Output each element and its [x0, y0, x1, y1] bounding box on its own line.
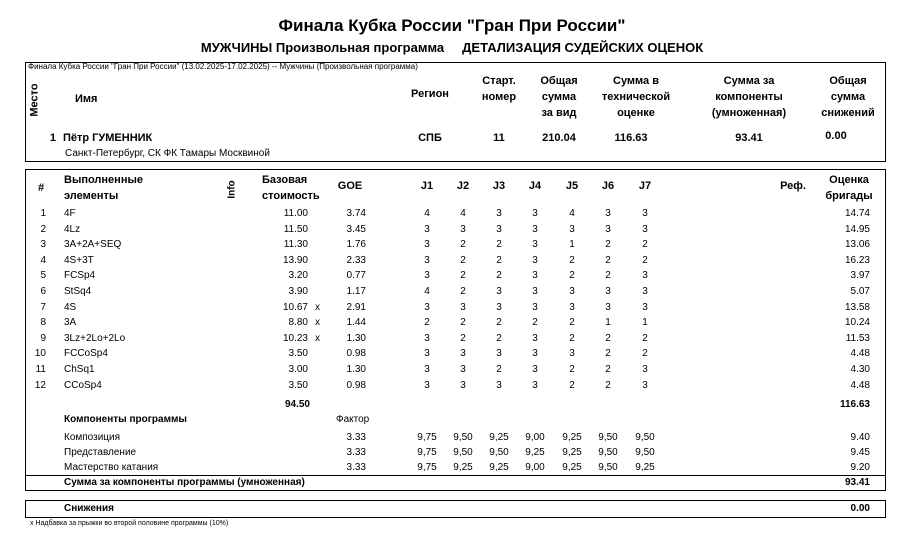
element-judge-score: 3 [569, 348, 575, 360]
pcs-divider [25, 475, 886, 476]
element-judge-score: 3 [605, 208, 611, 219]
element-judge-score: 3 [532, 254, 538, 266]
element-judge-score: 3 [642, 364, 648, 375]
deductions-box [25, 500, 886, 518]
component-judge-score: 9,75 [417, 462, 437, 473]
element-judge-score: 3 [605, 223, 611, 235]
skater-pcs: 93.41 [735, 132, 763, 144]
factor-header: Фактор [336, 414, 370, 425]
element-judge-score: 3 [569, 301, 575, 313]
element-judge-score: 3 [605, 286, 611, 297]
judge-header: J6 [601, 180, 615, 192]
judge-header: J7 [638, 180, 652, 192]
element-number: 12 [34, 379, 46, 391]
element-code: 3Lz+2Lo+2Lo [64, 332, 126, 344]
element-judge-score: 2 [605, 332, 611, 344]
element-goe: 1.76 [346, 239, 366, 251]
element-judge-score: 2 [605, 364, 611, 375]
element-judge-score: 2 [605, 379, 611, 391]
component-judge-score: 9,25 [525, 447, 545, 458]
element-code: FCSp4 [64, 270, 96, 282]
num-header: # [37, 182, 45, 194]
start-no-header: Старт. номер [481, 75, 517, 103]
element-panel-score: 11.53 [845, 332, 870, 344]
element-judge-score: 3 [460, 301, 466, 313]
skater-total: 210.04 [542, 132, 576, 144]
element-judge-score: 2 [496, 270, 502, 282]
element-judge-score: 3 [460, 379, 466, 391]
component-judge-score: 9,25 [635, 462, 655, 473]
element-judge-score: 3 [460, 364, 466, 375]
report-name: ДЕТАЛИЗАЦИЯ СУДЕЙСКИХ ОЦЕНОК [462, 40, 704, 55]
element-goe: 1.17 [346, 286, 366, 297]
component-judge-score: 9,75 [417, 432, 437, 443]
element-code: 3A+2A+SEQ [64, 239, 122, 251]
element-judge-score: 3 [496, 348, 502, 360]
element-judge-score: 3 [642, 270, 648, 282]
element-judge-score: 2 [496, 239, 502, 251]
page-title: Финала Кубка России "Гран При России" [278, 16, 626, 35]
element-judge-score: 2 [496, 364, 502, 375]
event-line: Финала Кубка России "Гран При России" (13.02.2025-17.02.2025) -- Мужчины (Произвольная программа) [28, 62, 418, 71]
element-number: 8 [40, 317, 46, 329]
element-judge-score: 2 [460, 254, 466, 266]
component-judge-score: 9,25 [562, 447, 582, 458]
component-score: 9.20 [850, 462, 870, 473]
component-name: Представление [64, 447, 137, 458]
element-base-value: 10.23 [282, 332, 308, 344]
element-judge-score: 1 [569, 239, 575, 251]
element-judge-score: 4 [424, 208, 430, 219]
page-subtitle [0, 40, 904, 55]
element-number: 6 [40, 286, 46, 297]
component-judge-score: 9,50 [598, 447, 618, 458]
element-goe: 3.74 [346, 208, 366, 219]
element-goe: 2.91 [346, 301, 366, 313]
element-base-value: 11.50 [283, 223, 308, 235]
judge-header: J2 [456, 180, 470, 192]
component-judge-score: 9,75 [417, 447, 437, 458]
component-judge-score: 9,25 [489, 462, 509, 473]
element-judge-score: 2 [460, 317, 466, 329]
component-judge-score: 9,25 [562, 432, 582, 443]
element-judge-score: 2 [424, 317, 430, 329]
element-judge-score: 3 [569, 223, 575, 235]
element-panel-score: 14.95 [844, 223, 870, 235]
element-judge-score: 3 [424, 254, 430, 266]
element-bonus-mark: x [315, 317, 320, 329]
element-code: StSq4 [64, 286, 92, 297]
element-judge-score: 3 [642, 208, 648, 219]
component-judge-score: 9,25 [453, 462, 473, 473]
element-judge-score: 2 [569, 379, 575, 391]
segment-name: МУЖЧИНЫ Произвольная программа [200, 40, 445, 55]
element-panel-score: 16.23 [844, 254, 870, 266]
component-factor: 3.33 [346, 462, 366, 473]
tes-total: 116.63 [839, 399, 870, 410]
element-judge-score: 3 [496, 379, 502, 391]
element-number: 1 [40, 208, 46, 219]
element-judge-score: 3 [532, 379, 538, 391]
component-factor: 3.33 [346, 432, 366, 443]
element-base-value: 3.50 [288, 379, 308, 391]
component-judge-score: 9,00 [525, 432, 545, 443]
component-score: 9.45 [850, 447, 870, 458]
element-base-value: 10.67 [282, 301, 308, 313]
component-judge-score: 9,50 [635, 432, 655, 443]
element-base-value: 11.00 [283, 208, 308, 219]
element-number: 3 [40, 239, 46, 251]
name-header: Имя [75, 93, 98, 105]
element-judge-score: 3 [496, 208, 502, 219]
element-judge-score: 2 [605, 239, 611, 251]
goe-header: GOE [337, 180, 363, 192]
element-base-value: 3.90 [288, 286, 308, 297]
pcs-total: 93.41 [844, 477, 870, 488]
element-goe: 1.30 [346, 364, 366, 375]
component-factor: 3.33 [346, 447, 366, 458]
element-judge-score: 2 [460, 332, 466, 344]
skater-club: Санкт-Петербург, СК ФК Тамары Москвиной [65, 148, 270, 159]
element-judge-score: 4 [569, 208, 575, 219]
element-judge-score: 3 [424, 364, 430, 375]
element-judge-score: 3 [532, 239, 538, 251]
element-panel-score: 14.74 [844, 208, 870, 219]
component-judge-score: 9,50 [635, 447, 655, 458]
element-code: 4F [64, 208, 76, 219]
element-code: FCCoSp4 [64, 348, 108, 360]
element-panel-score: 3.97 [850, 270, 870, 282]
element-judge-score: 3 [642, 301, 648, 313]
base-total: 94.50 [284, 399, 310, 410]
deductions-label: Снижения [64, 503, 114, 514]
element-judge-score: 4 [424, 286, 430, 297]
pcs-header: Сумма за компоненты (умноженная) [711, 75, 787, 119]
element-judge-score: 3 [532, 332, 538, 344]
element-judge-score: 2 [642, 348, 648, 360]
element-judge-score: 3 [569, 286, 575, 297]
element-judge-score: 4 [460, 208, 466, 219]
element-judge-score: 3 [532, 286, 538, 297]
judge-header: J5 [565, 180, 579, 192]
element-judge-score: 2 [532, 317, 538, 329]
element-judge-score: 2 [496, 317, 502, 329]
element-code: ChSq1 [64, 364, 95, 375]
element-base-value: 3.50 [288, 348, 308, 360]
component-judge-score: 9,25 [489, 432, 509, 443]
element-panel-score: 13.06 [844, 239, 870, 251]
element-judge-score: 3 [460, 223, 466, 235]
element-judge-score: 3 [532, 348, 538, 360]
element-judge-score: 3 [496, 286, 502, 297]
element-judge-score: 3 [424, 301, 430, 313]
element-judge-score: 2 [569, 254, 575, 266]
element-judge-score: 3 [424, 332, 430, 344]
element-judge-score: 2 [460, 286, 466, 297]
skater-tes: 116.63 [614, 132, 648, 144]
elements-header: Выполненные элементы [64, 174, 143, 202]
element-judge-score: 1 [642, 317, 648, 329]
element-judge-score: 2 [605, 254, 611, 266]
element-panel-score: 4.48 [850, 379, 870, 391]
pcs-total-label: Сумма за компоненты программы (умноженная) [64, 477, 305, 488]
element-panel-score: 5.07 [850, 286, 870, 297]
element-code: 3A [64, 317, 77, 329]
element-number: 9 [40, 332, 46, 344]
component-name: Мастерство катания [64, 462, 159, 473]
element-judge-score: 3 [424, 379, 430, 391]
judge-header: J3 [492, 180, 506, 192]
element-panel-score: 4.48 [850, 348, 870, 360]
element-judge-score: 1 [605, 317, 611, 329]
component-name: Композиция [64, 432, 121, 443]
element-goe: 0.98 [346, 379, 366, 391]
component-judge-score: 9,50 [489, 447, 509, 458]
judge-header: J4 [528, 180, 542, 192]
panel-score-header: Оценка бригады [825, 174, 873, 202]
component-judge-score: 9,25 [562, 462, 582, 473]
element-bonus-mark: x [315, 332, 320, 344]
element-base-value: 11.30 [283, 239, 308, 251]
element-number: 5 [40, 270, 46, 282]
element-goe: 0.77 [346, 270, 366, 282]
deductions-header: Общая сумма снижений [821, 75, 875, 119]
skater-region: СПБ [418, 132, 442, 144]
element-judge-score: 2 [569, 332, 575, 344]
element-number: 7 [40, 301, 46, 313]
component-score: 9.40 [850, 432, 870, 443]
element-base-value: 3.20 [288, 270, 308, 282]
element-number: 11 [35, 364, 46, 375]
element-judge-score: 2 [642, 239, 648, 251]
element-base-value: 13.90 [282, 254, 308, 266]
component-judge-score: 9,50 [598, 432, 618, 443]
footnote: x Надбавка за прыжки во второй половине программы (10%) [30, 520, 229, 527]
element-judge-score: 3 [532, 364, 538, 375]
element-goe: 3.45 [346, 223, 366, 235]
element-code: 4Lz [64, 223, 81, 235]
element-judge-score: 2 [496, 254, 502, 266]
element-judge-score: 2 [605, 270, 611, 282]
element-bonus-mark: x [315, 301, 320, 313]
element-judge-score: 2 [569, 270, 575, 282]
element-goe: 0.98 [346, 348, 366, 360]
element-judge-score: 3 [424, 348, 430, 360]
element-judge-score: 3 [642, 379, 648, 391]
element-code: 4S [64, 301, 77, 313]
referee-header: Реф. [780, 180, 806, 192]
element-judge-score: 3 [532, 208, 538, 219]
component-judge-score: 9,50 [453, 432, 473, 443]
info-header: Info [226, 180, 238, 199]
element-panel-score: 10.24 [844, 317, 870, 329]
element-panel-score: 13.58 [844, 301, 870, 313]
element-judge-score: 2 [496, 332, 502, 344]
element-judge-score: 3 [424, 223, 430, 235]
component-judge-score: 9,50 [453, 447, 473, 458]
element-goe: 1.44 [346, 317, 366, 329]
element-judge-score: 3 [532, 301, 538, 313]
skater-place: 1 [49, 132, 56, 144]
component-judge-score: 9,00 [525, 462, 545, 473]
element-number: 4 [40, 254, 46, 266]
element-panel-score: 4.30 [850, 364, 870, 375]
element-judge-score: 3 [496, 301, 502, 313]
element-goe: 1.30 [346, 332, 366, 344]
skater-deductions: 0.00 [825, 130, 847, 142]
element-judge-score: 2 [460, 239, 466, 251]
region-header: Регион [411, 88, 449, 100]
element-number: 10 [34, 348, 46, 360]
element-judge-score: 3 [532, 223, 538, 235]
components-header: Компоненты программы [64, 414, 187, 425]
element-judge-score: 2 [642, 332, 648, 344]
element-judge-score: 2 [605, 348, 611, 360]
base-value-header: Базовая стоимость [262, 174, 320, 202]
element-judge-score: 2 [569, 364, 575, 375]
element-base-value: 3.00 [288, 364, 308, 375]
element-judge-score: 3 [532, 270, 538, 282]
judge-header: J1 [420, 180, 434, 192]
deductions-value: 0.00 [850, 503, 870, 514]
element-goe: 2.33 [346, 254, 366, 266]
element-judge-score: 3 [460, 348, 466, 360]
element-judge-score: 3 [642, 223, 648, 235]
element-code: CCoSp4 [64, 379, 102, 391]
element-judge-score: 2 [569, 317, 575, 329]
element-base-value: 8.80 [288, 317, 308, 329]
skater-start-no: 11 [493, 132, 505, 144]
component-judge-score: 9,50 [598, 462, 618, 473]
element-judge-score: 2 [460, 270, 466, 282]
element-judge-score: 2 [642, 254, 648, 266]
element-judge-score: 3 [424, 270, 430, 282]
element-number: 2 [40, 223, 46, 235]
element-judge-score: 3 [496, 223, 502, 235]
element-judge-score: 3 [424, 239, 430, 251]
element-judge-score: 3 [642, 286, 648, 297]
element-code: 4S+3T [64, 254, 94, 266]
total-segment-header: Общая сумма за вид [540, 75, 578, 119]
skater-name: Пётр ГУМЕННИК [63, 132, 153, 144]
element-judge-score: 3 [605, 301, 611, 313]
tes-header: Сумма в технической оценке [601, 75, 671, 119]
place-header: Место [28, 83, 41, 117]
